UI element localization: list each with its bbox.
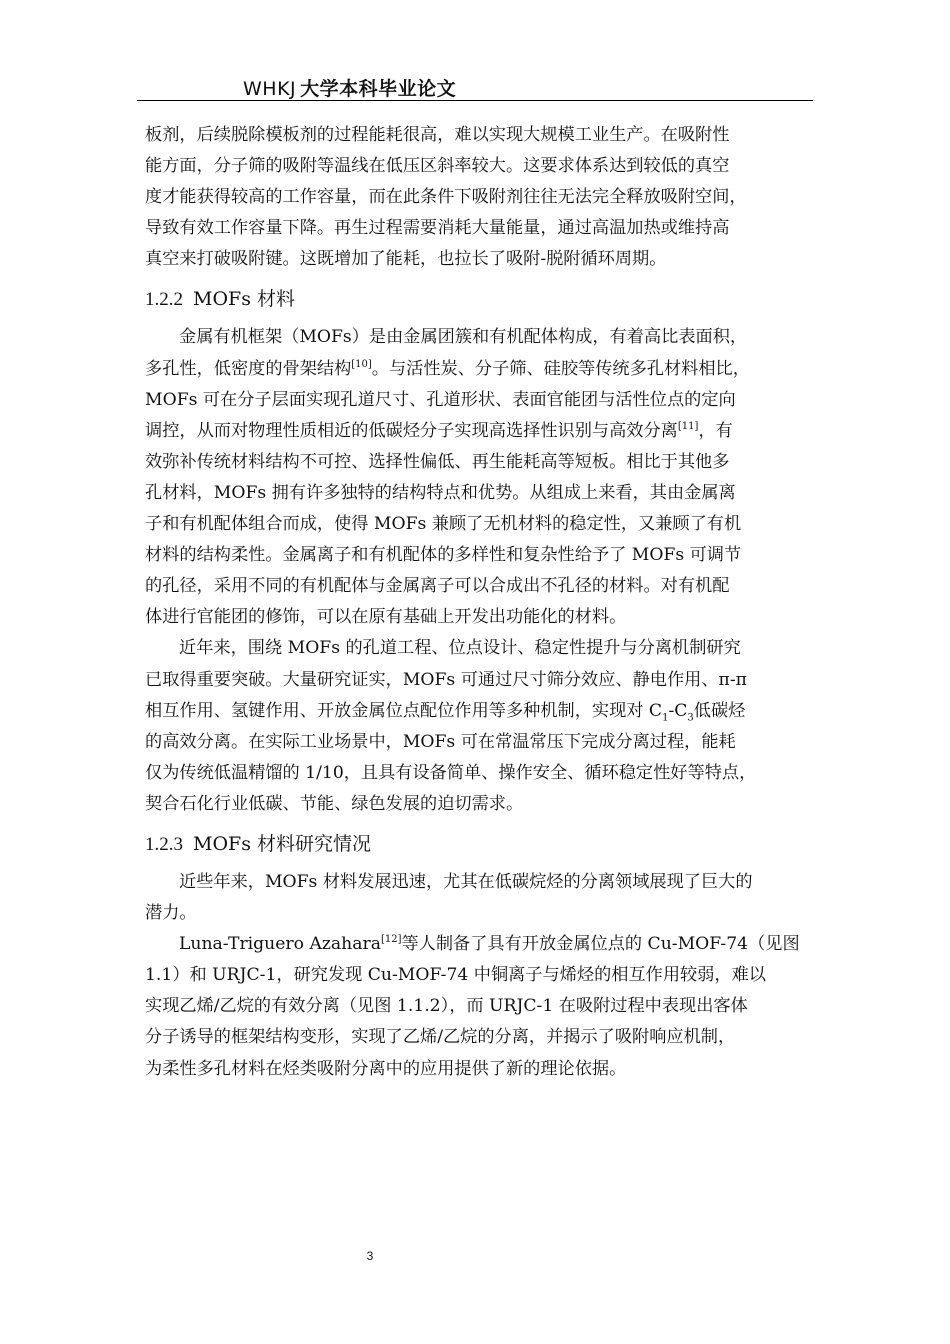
paragraph-mofs-intro xyxy=(145,322,815,633)
text-line: 子和有机配体组合而成，使得 MOFs 兼顾了无机材料的稳定性，又兼顾了有机 xyxy=(145,514,742,535)
text-line: 仅为传统低温精馏的 1/10，且具有设备简单、操作安全、循环稳定性好等特点， xyxy=(145,762,757,783)
paragraph-cu-mof-74 xyxy=(145,929,815,1084)
citation-ref: [12] xyxy=(380,934,402,946)
text-line: -C xyxy=(668,700,688,721)
text-line: 多孔性，低密度的骨架结构 xyxy=(145,358,352,379)
subscript: 3 xyxy=(687,712,694,724)
text-line: Luna-Triguero Azahara xyxy=(179,934,381,955)
section-title: MOFs 材料 xyxy=(193,288,296,311)
header-code: WHKJ xyxy=(243,78,297,100)
text-line: 的高效分离。在实际工业场景中，MOFs 可在常温常压下完成分离过程，能耗 xyxy=(145,731,736,752)
running-header xyxy=(243,74,456,101)
text-line: 契合石化行业低碳、节能、绿色发展的迫切需求。 xyxy=(145,793,524,814)
header-title: 大学本科毕业论文 xyxy=(300,78,457,100)
paragraph-continued xyxy=(145,120,815,275)
citation-ref: [11] xyxy=(677,420,699,432)
text-line: 能方面，分子筛的吸附等温线在低压区斜率较大。这要求体系达到较低的真空 xyxy=(145,156,730,177)
page-number: 3 xyxy=(366,1249,374,1263)
text-line: MOFs 可在分子层面实现孔道尺寸、孔道形状、表面官能团与活性位点的定向 xyxy=(145,389,736,410)
paragraph-research-overview xyxy=(145,867,815,929)
text-line: 板剂，后续脱除模板剂的过程能耗很高，难以实现大规模工业生产。在吸附性 xyxy=(145,125,730,145)
citation-ref: [10] xyxy=(351,358,372,370)
text-line: 相互作用、氢键作用、开放金属位点配位作用等多种机制，实现对 C xyxy=(145,700,663,721)
text-line: 调控，从而对物理性质相近的低碳烃分子实现高选择性识别与高效分离 xyxy=(145,420,678,441)
text-line: 孔材料，MOFs 拥有许多独特的结构特点和优势。从组成上来看，其由金属离 xyxy=(145,482,736,503)
text-line: 低碳烃 xyxy=(693,700,746,721)
text-line: 导致有效工作容量下降。再生过程需要消耗大量能量，通过高温加热或维持高 xyxy=(145,218,730,239)
section-heading-1-2-3 xyxy=(145,828,815,861)
text-line: 近些年来，MOFs 材料发展迅速，尤其在低碳烷烃的分离领域展现了巨大的 xyxy=(179,871,753,892)
section-number: 1.2.3 xyxy=(145,833,183,855)
text-line: 实现乙烯/乙烷的有效分离（见图 1.1.2），而 URJC-1 在吸附过程中表现出客体 xyxy=(145,996,748,1017)
text-line: 1.1）和 URJC-1，研究发现 Cu-MOF-74 中铜离子与烯烃的相互作用较弱，难以 xyxy=(145,965,766,986)
paragraph-recent-progress xyxy=(145,633,815,820)
text-line: 真空来打破吸附键。这既增加了能耗，也拉长了吸附-脱附循环周期。 xyxy=(145,249,667,270)
header-rule xyxy=(137,100,813,101)
text-line: 已取得重要突破。大量研究证实，MOFs 可通过尺寸筛分效应、静电作用、π-π xyxy=(145,669,747,690)
text-line: 材料的结构柔性。金属离子和有机配体的多样性和复杂性给予了 MOFs 可调节 xyxy=(145,545,742,566)
text-line: 分子诱导的框架结构变形，实现了乙烯/乙烷的分离，并揭示了吸附响应机制， xyxy=(145,1027,736,1048)
text-line: 潜力。 xyxy=(145,903,197,924)
text-line: 近年来，围绕 MOFs 的孔道工程、位点设计、稳定性提升与分离机制研究 xyxy=(179,638,741,659)
text-line: 体进行官能团的修饰，可以在原有基础上开发出功能化的材料。 xyxy=(145,607,627,628)
text-line: 度才能获得较高的工作容量，而在此条件下吸附剂往往无法完全释放吸附空间， xyxy=(145,187,747,208)
section-heading-1-2-2 xyxy=(145,283,815,316)
page-body xyxy=(145,120,815,1085)
text-line: 金属有机框架（MOFs）是由金属团簇和有机配体构成，有着高比表面积， xyxy=(179,327,748,348)
section-title: MOFs 材料研究情况 xyxy=(193,832,372,855)
text-line: 效弥补传统材料结构不可控、选择性偏低、再生能耗高等短板。相比于其他多 xyxy=(145,451,730,472)
text-line: 为柔性多孔材料在烃类吸附分离中的应用提供了新的理论依据。 xyxy=(145,1058,627,1079)
text-line: 。与活性炭、分子筛、硅胶等传统多孔材料相比， xyxy=(371,358,750,379)
text-line: 的孔径，采用不同的有机配体与金属离子可以合成出不孔径的材料。对有机配 xyxy=(145,576,730,597)
section-number: 1.2.2 xyxy=(145,289,183,311)
text-line: 等人制备了具有开放金属位点的 Cu-MOF-74（见图 xyxy=(401,934,800,955)
subscript: 1 xyxy=(662,712,669,724)
text-line: ，有 xyxy=(698,420,733,441)
